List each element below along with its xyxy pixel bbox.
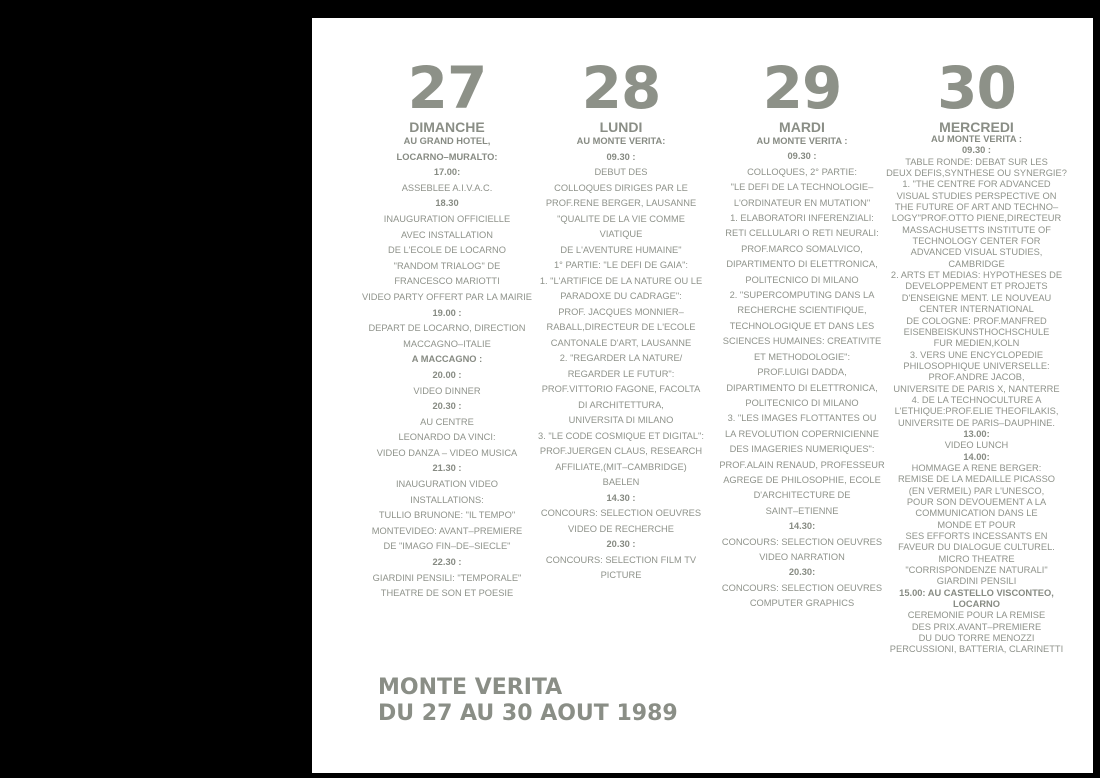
event-footer bbox=[378, 675, 678, 727]
schedule-heading: 17.00: bbox=[433, 167, 461, 178]
schedule-line: D'ARCHITECTURE DE bbox=[753, 490, 851, 501]
schedule-line: VIDEO DINNER bbox=[413, 385, 481, 396]
schedule-line: CEREMONIE POUR LA REMISE bbox=[907, 610, 1046, 621]
schedule-heading: 19.00 : bbox=[432, 307, 462, 318]
schedule-line: FUR MEDIEN,KOLN bbox=[933, 338, 1020, 349]
program-sheet bbox=[312, 18, 1093, 773]
schedule-heading: 14.30: bbox=[788, 521, 816, 532]
schedule-line: DE L'ECOLE DE LOCARNO bbox=[387, 245, 507, 256]
footer-dates: DU 27 AU 30 AOUT 1989 bbox=[378, 701, 678, 726]
schedule-line: 3. "LE CODE COSMIQUE ET DIGITAL": bbox=[538, 430, 704, 441]
schedule-list bbox=[524, 134, 718, 584]
schedule-list bbox=[885, 134, 1068, 656]
schedule-heading: 09.30 : bbox=[962, 145, 991, 156]
schedule-line: L'ETHIQUE:PROF.ELIE THEOFILAKIS, bbox=[894, 406, 1059, 417]
schedule-line: COLLOQUES, 2° PARTIE: bbox=[747, 166, 857, 177]
schedule-line: FAVEUR DU DIALOGUE CULTUREL. bbox=[898, 542, 1055, 553]
schedule-line: PROF.ANDRE JACOB, bbox=[928, 372, 1025, 383]
schedule-line: 1. "THE CENTRE FOR ADVANCED bbox=[902, 179, 1051, 190]
schedule-heading: A MACCAGNO : bbox=[411, 354, 483, 365]
schedule-heading: LOCARNO bbox=[953, 599, 1000, 610]
day-number: 30 bbox=[937, 54, 1016, 122]
schedule-line: CAMBRIDGE bbox=[948, 258, 1005, 269]
schedule-line: PERCUSSIONI, BATTERIA, CLARINETTI bbox=[889, 644, 1064, 655]
schedule-heading: 20.30 : bbox=[432, 401, 462, 412]
schedule-line: ADVANCED VISUAL STUDIES, bbox=[910, 247, 1043, 258]
schedule-line: FRANCESCO MARIOTTI bbox=[394, 276, 500, 287]
schedule-line: PROF.ALAIN RENAUD, PROFESSEUR bbox=[719, 459, 885, 470]
schedule-line: MONTEVIDEO: AVANT–PREMIERE bbox=[371, 525, 523, 536]
day-number: 27 bbox=[407, 54, 487, 122]
schedule-line: DE L'AVENTURE HUMAINE" bbox=[560, 244, 682, 255]
schedule-line: UNIVERSITA DI MILANO bbox=[568, 415, 674, 425]
schedule-heading: 20.30: bbox=[788, 567, 816, 578]
schedule-heading: AU MONTE VERITA : bbox=[756, 136, 848, 146]
schedule-heading: 14.00: bbox=[963, 451, 990, 462]
schedule-line: PROF. JACQUES MONNIER– bbox=[558, 306, 684, 317]
schedule-line: INAUGURATION OFFICIELLE bbox=[383, 213, 511, 224]
schedule-line: PARADOXE DU CADRAGE": bbox=[560, 291, 682, 301]
schedule-line: POLITECNICO DI MILANO bbox=[745, 274, 859, 285]
schedule-line: VIDEO PARTY OFFERT PAR LA MAIRIE bbox=[362, 291, 532, 302]
schedule-line: TULLIO BRUNONE: "IL TEMPO" bbox=[378, 510, 516, 521]
schedule-heading: AU GRAND HOTEL, bbox=[403, 136, 491, 146]
schedule-heading: 22.30 : bbox=[432, 557, 462, 568]
schedule-line: 1. ELABORATORI INFERENZIALI: bbox=[730, 213, 874, 224]
schedule-line: REMISE DE LA MEDAILLE PICASSO bbox=[897, 474, 1056, 485]
schedule-line: SCIENCES HUMAINES: CREATIVITE bbox=[722, 336, 882, 347]
schedule-heading: 21.30 : bbox=[432, 463, 462, 474]
schedule-heading: 14.30 : bbox=[606, 492, 636, 503]
schedule-line: THEATRE DE SON ET POESIE bbox=[380, 588, 514, 599]
schedule-heading: 13.00: bbox=[963, 428, 990, 439]
schedule-line: MACCAGNO–ITALIE bbox=[403, 338, 491, 349]
schedule-line: AU CENTRE bbox=[420, 416, 474, 427]
footer-venue: MONTE VERITA bbox=[378, 675, 563, 700]
schedule-line: PROF.JUERGEN CLAUS, RESEARCH bbox=[539, 446, 703, 456]
schedule-line: DU DUO TORRE MENOZZI bbox=[918, 633, 1035, 644]
schedule-line: DEPART DE LOCARNO, DIRECTION bbox=[368, 323, 526, 334]
schedule-line: DE COLOGNE: PROF.MANFRED bbox=[906, 315, 1047, 326]
schedule-line: COMMUNICATION DANS LE bbox=[915, 508, 1038, 519]
schedule-line: ASSEBLEE A.I.V.A.C. bbox=[401, 182, 493, 193]
schedule-line: DIPARTIMENTO DI ELETTRONICA, bbox=[726, 259, 878, 270]
schedule-line: DIPARTIMENTO DI ELETTRONICA, bbox=[726, 382, 878, 393]
schedule-line: 1° PARTIE: "LE DEFI DE GAIA": bbox=[554, 260, 688, 270]
schedule-heading: AU MONTE VERITA : bbox=[931, 134, 1022, 144]
schedule-line: D'ENSEIGNE MENT. LE NOUVEAU bbox=[901, 292, 1052, 303]
schedule-line: PICTURE bbox=[600, 570, 642, 580]
schedule-line: "CORRISPONDENZE NATURALI" bbox=[905, 565, 1048, 576]
schedule-line: 2. "SUPERCOMPUTING DANS LA bbox=[729, 290, 875, 301]
schedule-line: PHILOSOPHIQUE UNIVERSELLE: bbox=[903, 360, 1050, 371]
schedule-line: DI ARCHITETTURA, bbox=[578, 399, 664, 410]
schedule-line: HOMMAGE A RENE BERGER: bbox=[911, 462, 1042, 473]
schedule-line: PROF.MARCO SOMALVICO, bbox=[741, 243, 863, 254]
schedule-line: THE FUTURE OF ART AND TECHNO– bbox=[894, 202, 1059, 213]
schedule-line: ET METHODOLOGIE": bbox=[753, 351, 851, 362]
schedule-line: AGREGE DE PHILOSOPHIE, ECOLE bbox=[723, 474, 881, 485]
schedule-line: GIARDINI PENSILI: "TEMPORALE" bbox=[372, 572, 522, 583]
schedule-line: PROF.RENE BERGER, LAUSANNE bbox=[545, 198, 697, 208]
schedule-line: DE "IMAGO FIN–DE–SIECLE" bbox=[383, 541, 511, 552]
schedule-line: "RANDOM TRIALOG" DE bbox=[393, 260, 501, 271]
schedule-line: PROF.LUIGI DADDA, bbox=[757, 367, 847, 378]
schedule-line: AVEC INSTALLATION bbox=[401, 229, 493, 240]
schedule-line: RETI CELLULARI O RETI NEURALI: bbox=[725, 228, 879, 239]
schedule-line: VIATIQUE bbox=[599, 229, 643, 239]
schedule-line: CANTONALE D'ART, LAUSANNE bbox=[550, 337, 692, 348]
schedule-line: L'ORDINATEUR EN MUTATION" bbox=[733, 197, 871, 208]
schedule-heading: 15.00: AU CASTELLO VISCONTEO, bbox=[899, 587, 1054, 598]
schedule-line: VIDEO LUNCH bbox=[944, 440, 1009, 451]
schedule-line: (EN VERMEIL) PAR L'UNESCO, bbox=[908, 485, 1045, 496]
day-column-30 bbox=[885, 54, 1068, 656]
day-name: MERCREDI bbox=[939, 119, 1014, 135]
day-column-29 bbox=[707, 54, 897, 612]
schedule-line: CONCOURS: SELECTION OEUVRES bbox=[721, 582, 883, 593]
schedule-heading: 09.30 : bbox=[606, 151, 636, 162]
schedule-heading: LOCARNO–MURALTO: bbox=[396, 151, 498, 162]
schedule-line: PROF.VITTORIO FAGONE, FACOLTA bbox=[541, 384, 701, 394]
schedule-line: VIDEO DANZA – VIDEO MUSICA bbox=[376, 447, 518, 458]
schedule-heading: 20.30 : bbox=[606, 539, 636, 549]
schedule-line: CONCOURS: SELECTION OEUVRES bbox=[540, 508, 702, 518]
schedule-line: SAINT–ETIENNE bbox=[765, 505, 839, 516]
schedule-line: DEBUT DES bbox=[594, 167, 648, 177]
schedule-line: DES IMAGERIES NUMERIQUES": bbox=[729, 444, 875, 455]
schedule-line: DEUX DEFIS,SYNTHESE OU SYNERGIE? bbox=[886, 168, 1067, 179]
schedule-line: COLLOQUES DIRIGES PAR LE bbox=[554, 182, 688, 193]
schedule-line: DES PRIX.AVANT–PREMIERE bbox=[911, 621, 1042, 632]
day-column-28 bbox=[524, 54, 718, 584]
day-name: DIMANCHE bbox=[409, 119, 485, 135]
schedule-line: UNIVERSITE DE PARIS X, NANTERRE bbox=[893, 383, 1060, 394]
schedule-line: MASSACHUSETTS INSTITUTE OF bbox=[902, 224, 1051, 235]
schedule-line: INAUGURATION VIDEO bbox=[395, 479, 499, 490]
schedule-line: TECHNOLOGIQUE ET DANS LES bbox=[729, 320, 875, 331]
schedule-line: AFFILIATE,(MIT–CAMBRIDGE) bbox=[555, 461, 687, 472]
schedule-line: VIDEO NARRATION bbox=[759, 551, 845, 562]
schedule-line: DEVELOPPEMENT ET PROJETS bbox=[905, 281, 1048, 292]
day-name: LUNDI bbox=[599, 119, 643, 135]
schedule-heading: AU MONTE VERITA: bbox=[576, 136, 666, 146]
schedule-line: EISENBEISKUNSTHOCHSCHULE bbox=[903, 326, 1050, 337]
schedule-line: VIDEO DE RECHERCHE bbox=[568, 523, 674, 534]
schedule-line: MICRO THEATRE bbox=[938, 553, 1015, 564]
schedule-heading: 09.30 : bbox=[787, 151, 817, 162]
schedule-line: 2. "REGARDER LA NATURE/ bbox=[559, 353, 683, 363]
schedule-line: CONCOURS: SELECTION OEUVRES bbox=[721, 536, 883, 547]
schedule-line: MONDE ET POUR bbox=[937, 519, 1016, 530]
schedule-line: TECHNOLOGY CENTER FOR bbox=[912, 236, 1041, 247]
schedule-line: VISUAL STUDIES PERSPECTIVE ON bbox=[896, 190, 1057, 201]
day-column-27 bbox=[352, 54, 542, 602]
schedule-line: COMPUTER GRAPHICS bbox=[749, 598, 855, 609]
schedule-list bbox=[352, 134, 542, 602]
schedule-line: TABLE RONDE: DEBAT SUR LES bbox=[905, 156, 1048, 167]
day-number: 28 bbox=[581, 54, 661, 122]
schedule-line: POUR SON DEVOUEMENT A LA bbox=[906, 497, 1047, 507]
schedule-line: GIARDINI PENSILI bbox=[936, 576, 1017, 587]
schedule-line: RABALL,DIRECTEUR DE L'ECOLE bbox=[546, 322, 696, 332]
schedule-heading: 18.30 bbox=[435, 198, 459, 209]
schedule-line: 1. "L'ARTIFICE DE LA NATURE OU LE bbox=[539, 275, 703, 286]
schedule-line: CONCOURS: SELECTION FILM TV bbox=[545, 554, 697, 565]
schedule-line: 3. VERS UNE ENCYCLOPEDIE bbox=[909, 349, 1044, 360]
schedule-line: LA REVOLUTION COPERNICIENNE bbox=[725, 428, 879, 439]
schedule-line: LOGY"PROF.OTTO PIENE,DIRECTEUR bbox=[891, 213, 1062, 224]
schedule-heading: 20.00 : bbox=[432, 369, 462, 380]
schedule-line: BAELEN bbox=[602, 477, 640, 487]
schedule-line: INSTALLATIONS: bbox=[410, 494, 484, 505]
schedule-line: "QUALITE DE LA VIE COMME bbox=[557, 213, 685, 224]
day-number: 29 bbox=[762, 54, 842, 122]
schedule-line: 3. "LES IMAGES FLOTTANTES OU bbox=[727, 413, 877, 424]
schedule-line: 4. DE LA TECHNOCULTURE A bbox=[911, 394, 1042, 405]
schedule-line: 2. ARTS ET MEDIAS: HYPOTHESES DE bbox=[890, 270, 1063, 281]
day-name: MARDI bbox=[779, 119, 825, 135]
schedule-line: RECHERCHE SCIENTIFIQUE, bbox=[737, 305, 867, 316]
schedule-line: LEONARDO DA VINCI: bbox=[398, 432, 496, 443]
schedule-line: SES EFFORTS INCESSANTS EN bbox=[905, 531, 1048, 542]
schedule-line: "LE DEFI DE LA TECHNOLOGIE– bbox=[730, 182, 874, 193]
schedule-line: UNIVERSITE DE PARIS–DAUPHINE. bbox=[898, 417, 1055, 428]
schedule-line: POLITECNICO DI MILANO bbox=[745, 397, 859, 408]
schedule-list bbox=[707, 134, 897, 612]
schedule-line: CENTER INTERNATIONAL bbox=[919, 304, 1034, 315]
schedule-line: REGARDER LE FUTUR": bbox=[567, 368, 675, 379]
